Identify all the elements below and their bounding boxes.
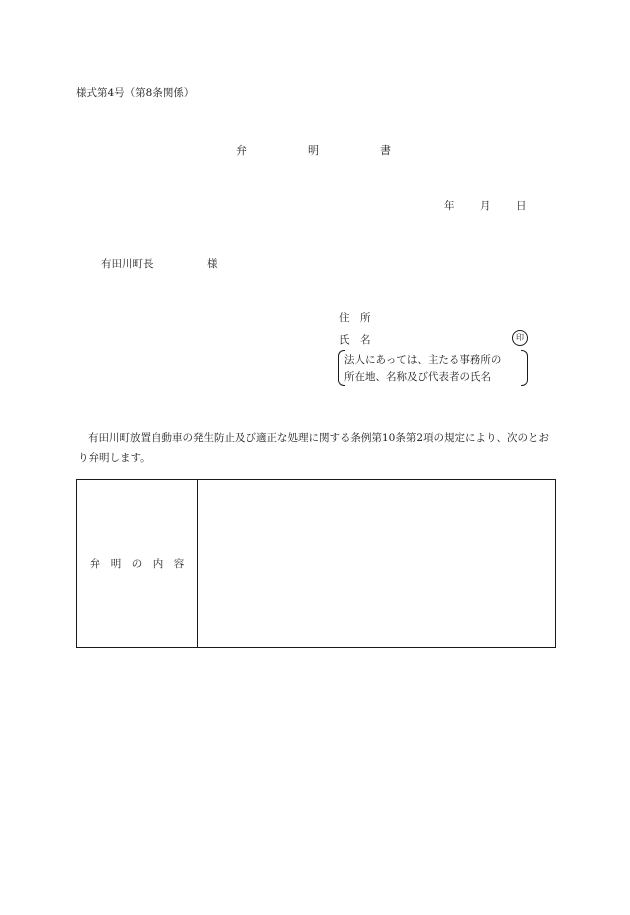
- addressee-honorific: 様: [207, 258, 218, 270]
- corporate-note-line-2: 所在地、名称及び代表者の氏名: [344, 371, 491, 383]
- statement-label: 弁 明 の 内 容: [89, 558, 185, 570]
- date-day-label: 日: [516, 200, 527, 212]
- name-label: 氏 名: [339, 334, 371, 346]
- title-char-1: 弁: [236, 144, 247, 157]
- right-bracket: [521, 350, 528, 386]
- statement-label-cell: [77, 480, 198, 647]
- date-month-label: 月: [480, 200, 491, 212]
- title-char-3: 書: [380, 144, 391, 157]
- seal-mark: 印: [512, 330, 528, 346]
- date-year-label: 年: [444, 200, 455, 212]
- form-number: 様式第4号（第8条関係）: [76, 87, 195, 99]
- statement-paragraph: 有田川町放置自動車の発生防止及び適正な処理に関する条例第10条第2項の規定により、次のとおり弁明します。: [78, 432, 550, 464]
- corporate-note: [338, 350, 528, 386]
- title-char-2: 明: [308, 144, 319, 157]
- statement-table: [76, 479, 556, 648]
- addressee-name: 有田川町長: [101, 258, 154, 270]
- corporate-note-line-1: 法人にあっては、主たる事務所の: [344, 354, 502, 366]
- statement-content-field[interactable]: [198, 480, 555, 647]
- address-label: 住 所: [339, 312, 371, 324]
